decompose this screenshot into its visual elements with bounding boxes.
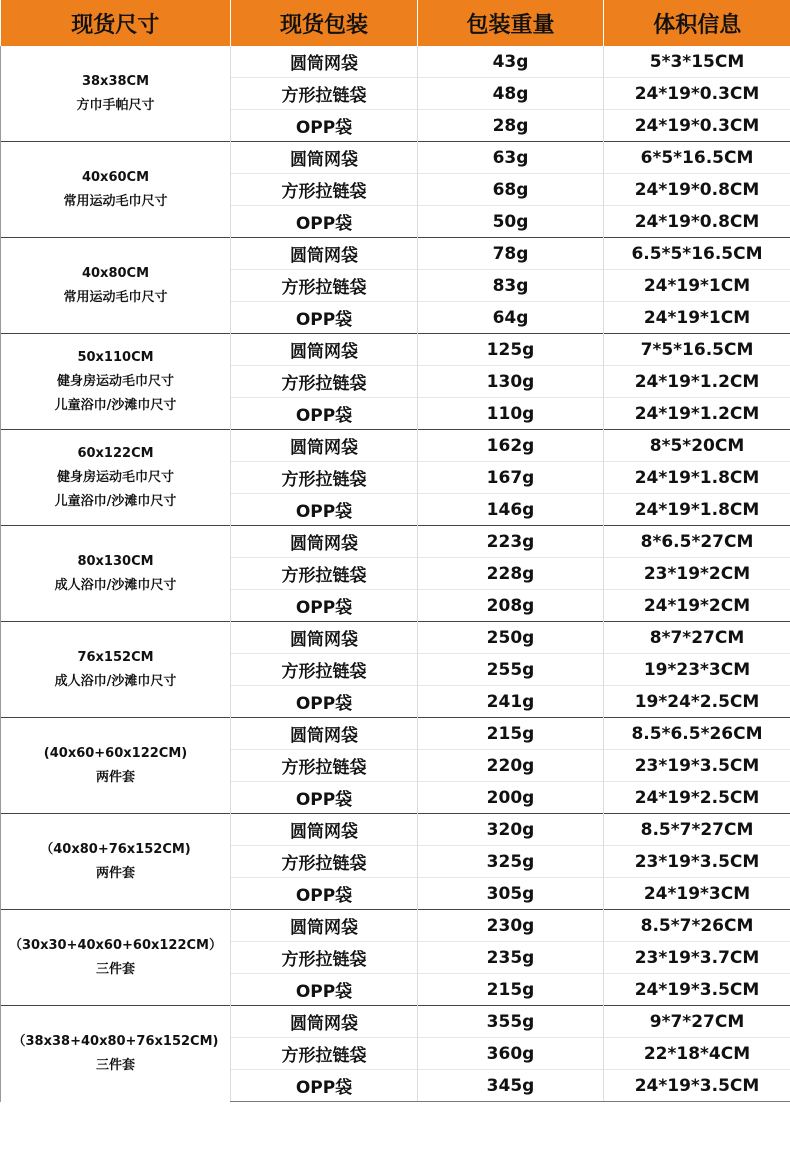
volume-cell: 6.5*5*16.5CM [604, 238, 790, 270]
size-line: 两件套 [95, 865, 135, 881]
weight-cell: 215g [418, 974, 604, 1006]
size-line: 健身房运动毛巾尺寸 [56, 373, 174, 389]
size-cell [1, 1006, 231, 1102]
size-line: 80x130CM [77, 553, 154, 569]
packaging-cell: 方形拉链袋 [231, 846, 418, 878]
volume-cell: 8.5*7*26CM [604, 910, 790, 942]
weight-cell: 64g [418, 302, 604, 334]
weight-cell: 220g [418, 750, 604, 782]
volume-cell: 22*18*4CM [604, 1038, 790, 1070]
weight-cell: 305g [418, 878, 604, 910]
table-row [1, 526, 790, 558]
size-line: 60x122CM [77, 445, 154, 461]
volume-cell: 8.5*7*27CM [604, 814, 790, 846]
packaging-cell: OPP袋 [231, 494, 418, 526]
packaging-cell: 方形拉链袋 [231, 174, 418, 206]
volume-cell: 24*19*1.8CM [604, 462, 790, 494]
table-row [1, 430, 790, 462]
size-line: 儿童浴巾/沙滩巾尺寸 [54, 397, 177, 413]
packaging-cell: OPP袋 [231, 1070, 418, 1102]
packaging-cell: 方形拉链袋 [231, 462, 418, 494]
volume-cell: 24*19*1CM [604, 270, 790, 302]
packaging-cell: 圆筒网袋 [231, 334, 418, 366]
packaging-cell: 方形拉链袋 [231, 558, 418, 590]
volume-cell: 24*19*0.3CM [604, 110, 790, 142]
weight-cell: 130g [418, 366, 604, 398]
packaging-cell: 方形拉链袋 [231, 654, 418, 686]
packaging-cell: 方形拉链袋 [231, 366, 418, 398]
packaging-cell: OPP袋 [231, 206, 418, 238]
volume-cell: 8*5*20CM [604, 430, 790, 462]
volume-cell: 23*19*2CM [604, 558, 790, 590]
size-line: 76x152CM [77, 649, 154, 665]
volume-cell: 24*19*1.2CM [604, 398, 790, 430]
packaging-cell: 方形拉链袋 [231, 942, 418, 974]
weight-cell: 50g [418, 206, 604, 238]
size-line: 成人浴巾/沙滩巾尺寸 [54, 577, 177, 593]
volume-cell: 24*19*1.8CM [604, 494, 790, 526]
weight-cell: 167g [418, 462, 604, 494]
table-body [1, 46, 790, 1102]
size-line: 常用运动毛巾尺寸 [63, 289, 168, 305]
volume-cell: 24*19*0.3CM [604, 78, 790, 110]
packaging-cell: 圆筒网袋 [231, 430, 418, 462]
size-line: 38x38CM [81, 73, 150, 89]
size-line: 方巾手帕尺寸 [76, 97, 155, 113]
volume-cell: 24*19*0.8CM [604, 206, 790, 238]
packaging-cell: OPP袋 [231, 686, 418, 718]
volume-cell: 19*23*3CM [604, 654, 790, 686]
size-line: 50x110CM [77, 349, 154, 365]
weight-cell: 345g [418, 1070, 604, 1102]
volume-cell: 8*7*27CM [604, 622, 790, 654]
size-cell [1, 142, 231, 238]
size-cell [1, 622, 231, 718]
table-row [1, 1006, 790, 1038]
volume-cell: 24*19*2.5CM [604, 782, 790, 814]
table-row [1, 622, 790, 654]
packaging-cell: OPP袋 [231, 590, 418, 622]
volume-cell: 24*19*2CM [604, 590, 790, 622]
weight-cell: 241g [418, 686, 604, 718]
volume-cell: 24*19*3.5CM [604, 974, 790, 1006]
size-line: 成人浴巾/沙滩巾尺寸 [54, 673, 177, 689]
size-cell [1, 814, 231, 910]
size-cell [1, 46, 231, 142]
size-line: （38x38+40x80+76x152CM) [12, 1033, 219, 1049]
packaging-cell: 圆筒网袋 [231, 46, 418, 78]
packaging-cell: 圆筒网袋 [231, 1006, 418, 1038]
weight-cell: 230g [418, 910, 604, 942]
weight-cell: 110g [418, 398, 604, 430]
size-line: 常用运动毛巾尺寸 [63, 193, 168, 209]
size-line: 儿童浴巾/沙滩巾尺寸 [54, 493, 177, 509]
weight-cell: 235g [418, 942, 604, 974]
volume-cell: 23*19*3.5CM [604, 750, 790, 782]
size-cell [1, 334, 231, 430]
weight-cell: 208g [418, 590, 604, 622]
volume-cell: 24*19*0.8CM [604, 174, 790, 206]
volume-cell: 8.5*6.5*26CM [604, 718, 790, 750]
size-line: 两件套 [95, 769, 135, 785]
size-line: 健身房运动毛巾尺寸 [56, 469, 174, 485]
volume-cell: 24*19*1CM [604, 302, 790, 334]
packaging-cell: 圆筒网袋 [231, 718, 418, 750]
weight-cell: 228g [418, 558, 604, 590]
size-line: （40x80+76x152CM) [40, 841, 191, 857]
packaging-cell: 圆筒网袋 [231, 814, 418, 846]
packaging-cell: 方形拉链袋 [231, 270, 418, 302]
volume-cell: 24*19*1.2CM [604, 366, 790, 398]
packaging-cell: 圆筒网袋 [231, 622, 418, 654]
size-line: 三件套 [95, 961, 135, 977]
header-volume: 体积信息 [604, 0, 790, 46]
header-row [1, 0, 790, 46]
volume-cell: 8*6.5*27CM [604, 526, 790, 558]
weight-cell: 215g [418, 718, 604, 750]
weight-cell: 360g [418, 1038, 604, 1070]
weight-cell: 320g [418, 814, 604, 846]
size-line: （30x30+40x60+60x122CM） [8, 937, 222, 953]
table-row [1, 814, 790, 846]
table-row [1, 910, 790, 942]
size-cell [1, 430, 231, 526]
packaging-cell: 圆筒网袋 [231, 238, 418, 270]
header-size: 现货尺寸 [1, 0, 231, 46]
packaging-cell: OPP袋 [231, 974, 418, 1006]
size-cell [1, 238, 231, 334]
packaging-cell: OPP袋 [231, 782, 418, 814]
table-row [1, 46, 790, 78]
size-line: 40x80CM [81, 265, 150, 281]
packaging-cell: 方形拉链袋 [231, 78, 418, 110]
table-row [1, 142, 790, 174]
packaging-cell: OPP袋 [231, 302, 418, 334]
weight-cell: 48g [418, 78, 604, 110]
size-cell [1, 910, 231, 1006]
packaging-cell: 方形拉链袋 [231, 750, 418, 782]
packaging-cell: 圆筒网袋 [231, 526, 418, 558]
volume-cell: 24*19*3CM [604, 878, 790, 910]
weight-cell: 43g [418, 46, 604, 78]
weight-cell: 125g [418, 334, 604, 366]
size-line: 40x60CM [81, 169, 150, 185]
size-cell [1, 718, 231, 814]
size-cell [1, 526, 231, 622]
volume-cell: 23*19*3.7CM [604, 942, 790, 974]
volume-cell: 5*3*15CM [604, 46, 790, 78]
volume-cell: 9*7*27CM [604, 1006, 790, 1038]
weight-cell: 162g [418, 430, 604, 462]
weight-cell: 146g [418, 494, 604, 526]
volume-cell: 23*19*3.5CM [604, 846, 790, 878]
size-line: 三件套 [95, 1057, 135, 1073]
weight-cell: 223g [418, 526, 604, 558]
size-line: (40x60+60x122CM) [43, 745, 188, 761]
packaging-cell: 圆筒网袋 [231, 142, 418, 174]
weight-cell: 68g [418, 174, 604, 206]
table-row [1, 718, 790, 750]
weight-cell: 83g [418, 270, 604, 302]
packaging-cell: 圆筒网袋 [231, 910, 418, 942]
volume-cell: 19*24*2.5CM [604, 686, 790, 718]
volume-cell: 6*5*16.5CM [604, 142, 790, 174]
header-packaging: 现货包装 [231, 0, 418, 46]
weight-cell: 255g [418, 654, 604, 686]
packaging-cell: 方形拉链袋 [231, 1038, 418, 1070]
weight-cell: 355g [418, 1006, 604, 1038]
volume-cell: 7*5*16.5CM [604, 334, 790, 366]
packaging-cell: OPP袋 [231, 398, 418, 430]
table-row [1, 334, 790, 366]
weight-cell: 63g [418, 142, 604, 174]
volume-cell: 24*19*3.5CM [604, 1070, 790, 1102]
packaging-cell: OPP袋 [231, 878, 418, 910]
weight-cell: 325g [418, 846, 604, 878]
weight-cell: 250g [418, 622, 604, 654]
packaging-cell: OPP袋 [231, 110, 418, 142]
weight-cell: 200g [418, 782, 604, 814]
weight-cell: 78g [418, 238, 604, 270]
header-weight: 包装重量 [418, 0, 604, 46]
table-row [1, 238, 790, 270]
weight-cell: 28g [418, 110, 604, 142]
